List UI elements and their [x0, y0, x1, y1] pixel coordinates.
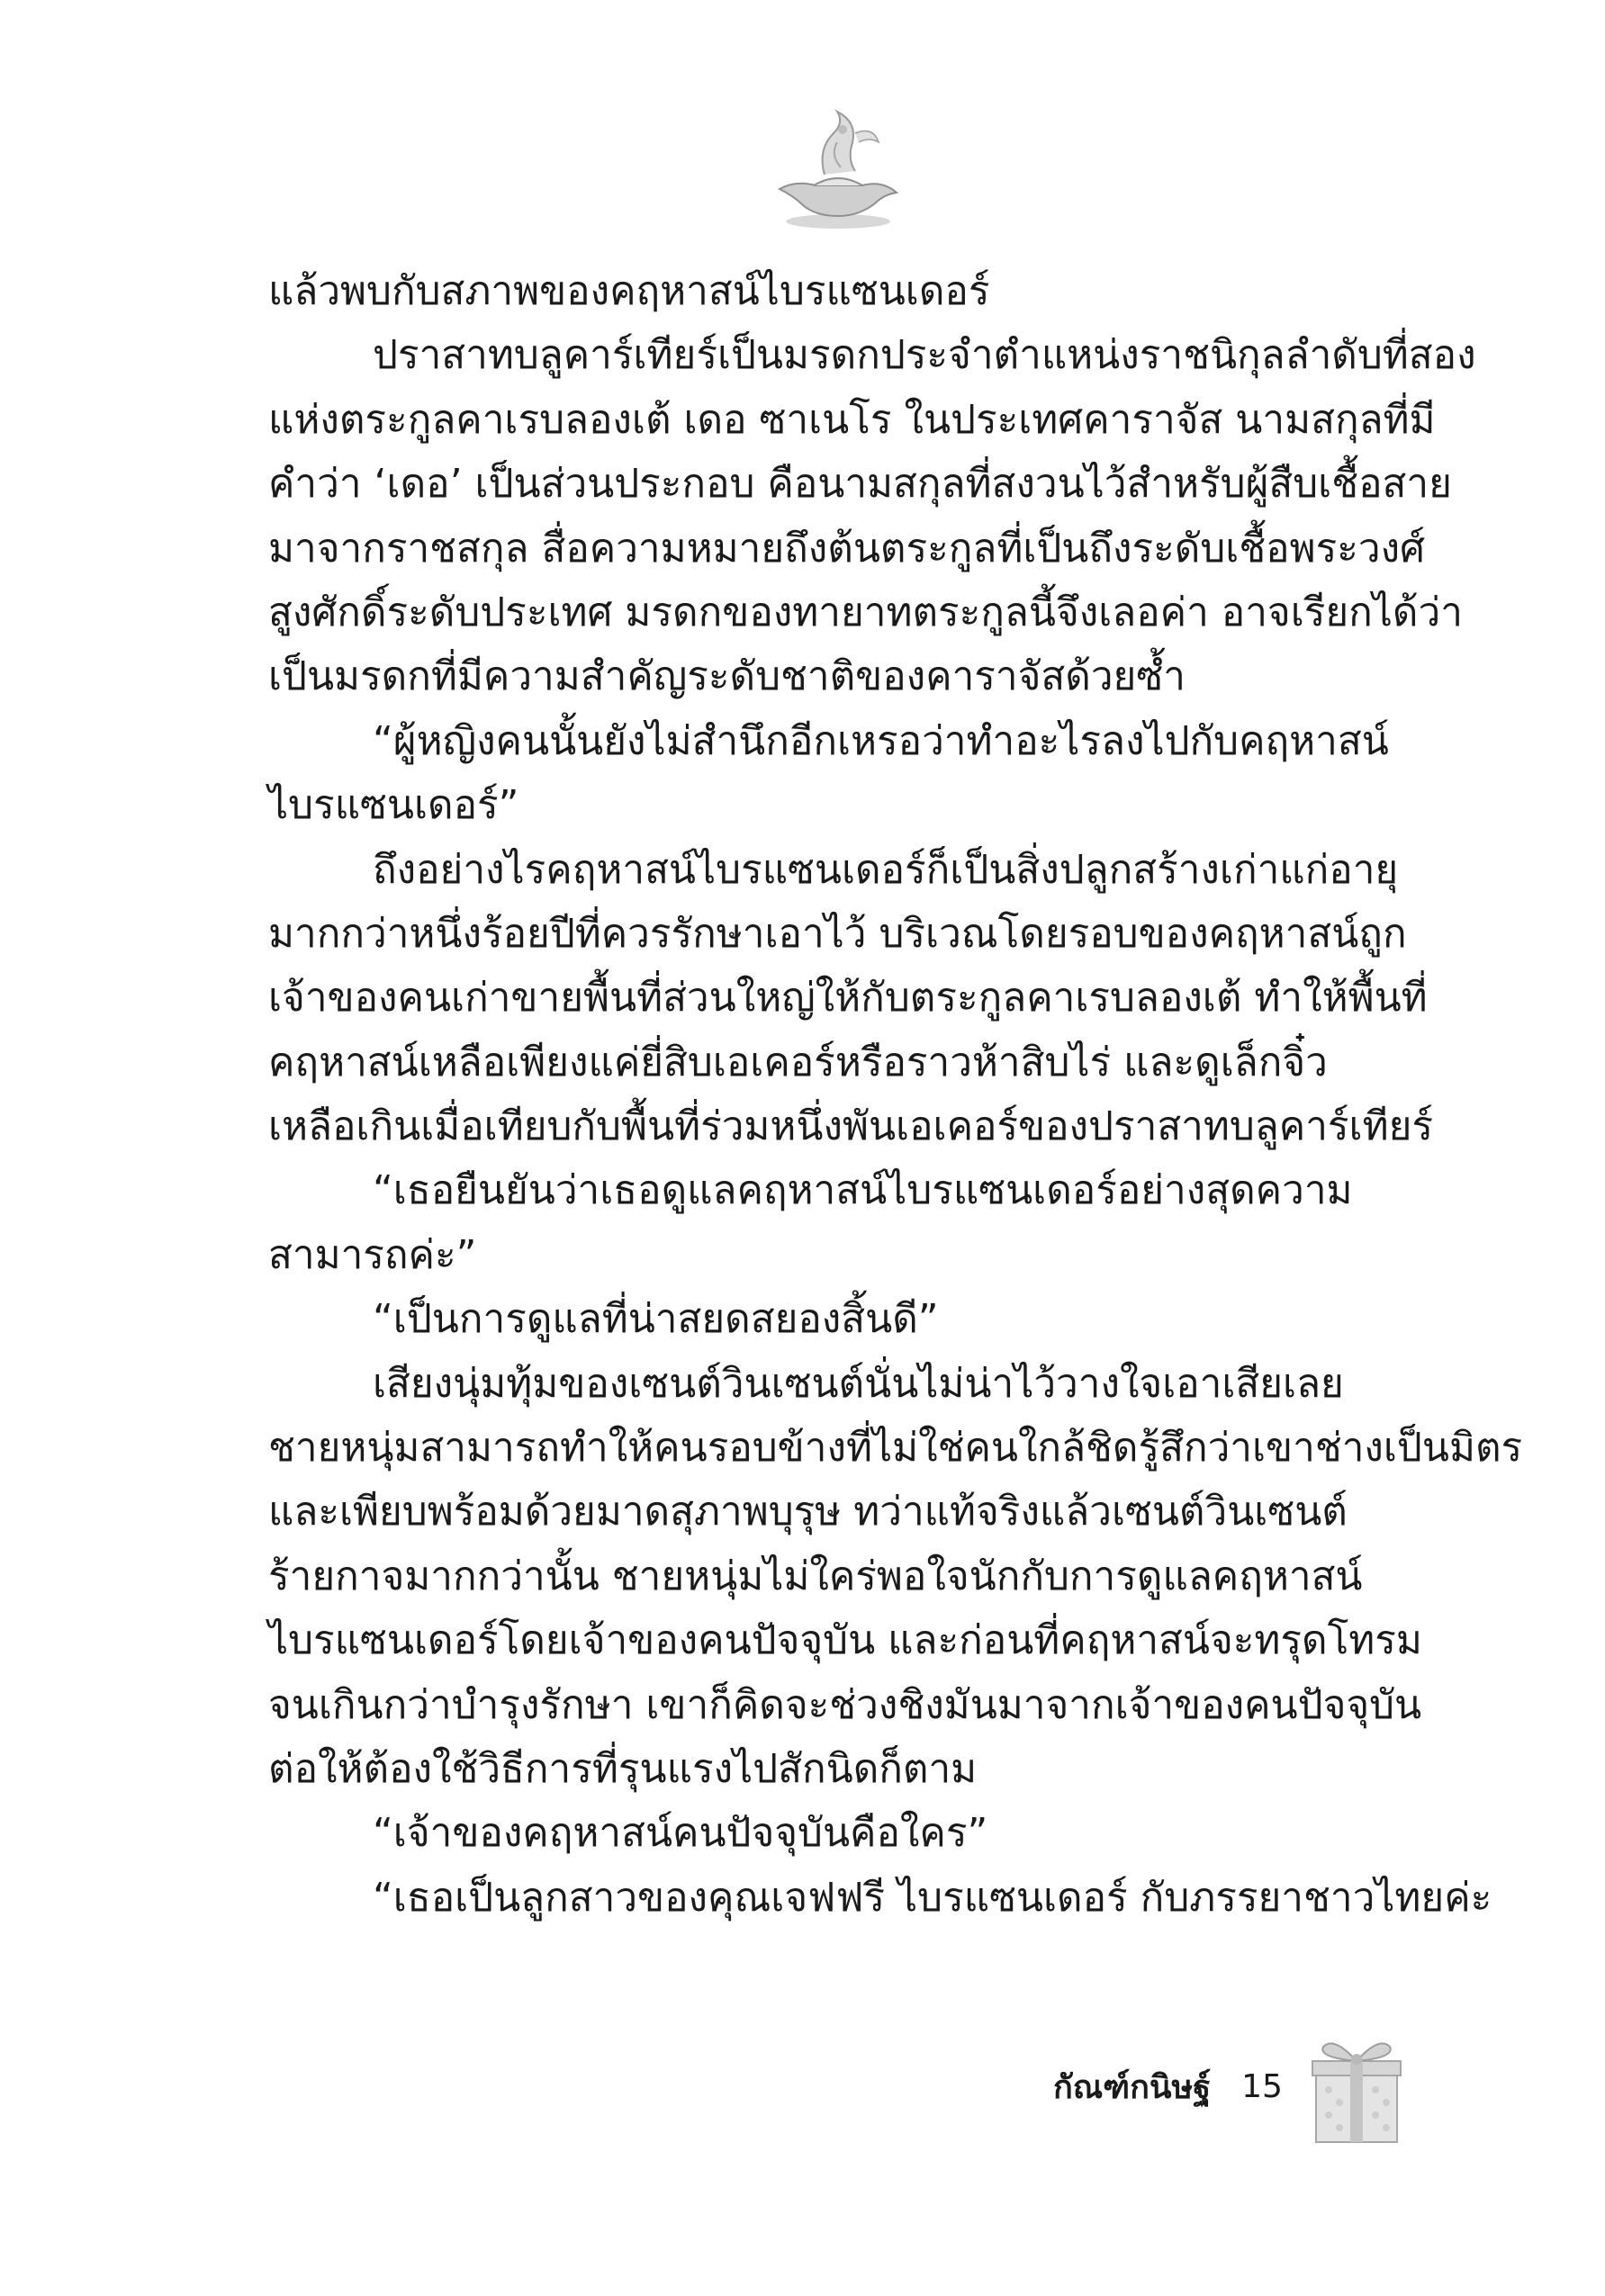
- gift-box-icon: [1307, 2030, 1406, 2146]
- book-title: กัณฑ์กนิษฐ์: [1053, 2068, 1212, 2106]
- text-line: ต่อให้ต้องใช้วิธีการที่รุนแรงไปสักนิดก็ตาม: [268, 1745, 978, 1792]
- text-line: คฤหาสน์เหลือเพียงแค่ยี่สิบเอเคอร์หรือราวห้าสิบไร่ และดูเล็กจิ๋ว: [268, 1039, 1328, 1085]
- text-line: ถึงอย่างไรคฤหาสน์ไบรแซนเดอร์ก็เป็นสิ่งปลูกสร้างเก่าแก่อายุ: [373, 846, 1399, 893]
- text-line: มากกว่าหนึ่งร้อยปีที่ควรรักษาเอาไว้ บริเวณโดยรอบของคฤหาสน์ถูก: [268, 910, 1407, 957]
- text-line: สูงศักดิ์ระดับประเทศ มรดกของทายาทตระกูลนี้จึงเลอค่า อาจเรียกได้ว่า: [268, 589, 1463, 635]
- text-line: คำว่า ‘เดอ’ เป็นส่วนประกอบ คือนามสกุลที่สงวนไว้สำหรับผู้สืบเชื้อสาย: [268, 461, 1452, 508]
- text-line: ไบรแซนเดอร์โดยเจ้าของคนปัจจุบัน และก่อนที่คฤหาสน์จะทรุดโทรม: [268, 1617, 1422, 1664]
- text-line: “เธอยืนยันว่าเธอดูแลคฤหาสน์ไบรแซนเดอร์อย่างสุดความ: [373, 1167, 1353, 1214]
- text-line: เหลือเกินเมื่อเทียบกับพื้นที่ร่วมหนึ่งพันเอเคอร์ของปราสาทบลูคาร์เทียร์: [268, 1103, 1434, 1150]
- text-line: “เป็นการดูแลที่น่าสยดสยองสิ้นดี”: [373, 1296, 939, 1343]
- page-footer: [1053, 2059, 1283, 2113]
- text-line: สามารถค่ะ”: [268, 1231, 477, 1278]
- text-line: และเพียบพร้อมด้วยมาดสุภาพบุรุษ ทว่าแท้จริงแล้วเซนต์วินเซนต์: [268, 1489, 1348, 1535]
- text-line: แห่งตระกูลคาเรบลองเต้ เดอ ซาเนโร ในประเทศคาราจัส นามสกุลที่มี: [268, 396, 1436, 443]
- text-line: แล้วพบกับสภาพของคฤหาสน์ไบรแซนเดอร์: [268, 268, 990, 314]
- page-number: 15: [1241, 2067, 1283, 2105]
- text-line: เป็นมรดกที่มีความสำคัญระดับชาติของคาราจัสด้วยซ้ำ: [268, 653, 1186, 700]
- text-line: มาจากราชสกุล สื่อความหมายถึงต้นตระกูลที่เป็นถึงระดับเชื้อพระวงศ์: [268, 525, 1426, 572]
- text-line: “เจ้าของคฤหาสน์คนปัจจุบันคือใคร”: [373, 1810, 988, 1857]
- text-line: จนเกินกว่าบำรุงรักษา เขาก็คิดจะช่วงชิงมันมาจากเจ้าของคนปัจจุบัน: [268, 1681, 1422, 1728]
- text-line: เสียงนุ่มทุ้มของเซนต์วินเซนต์นั่นไม่น่าไว้วางใจเอาเสียเลย: [373, 1360, 1344, 1407]
- text-line: ปราสาทบลูคาร์เทียร์เป็นมรดกประจำตำแหน่งราชนิกุลลำดับที่สอง: [373, 332, 1476, 379]
- text-line: “ผู้หญิงคนนั้นยังไม่สำนึกอีกเหรอว่าทำอะไรลงไปกับคฤหาสน์: [373, 717, 1389, 764]
- text-line: เจ้าของคนเก่าขายพื้นที่ส่วนใหญ่ให้กับตระกูลคาเรบลองเต้ ทำให้พื้นที่: [268, 975, 1428, 1022]
- magic-lamp-icon: [762, 106, 915, 232]
- text-line: ชายหนุ่มสามารถทำให้คนรอบข้างที่ไม่ใช่คนใกล้ชิดรู้สึกว่าเขาช่างเป็นมิตร: [268, 1425, 1523, 1472]
- text-line: ร้ายกาจมากกว่านั้น ชายหนุ่มไม่ใคร่พอใจนักกับการดูแลคฤหาสน์: [268, 1553, 1363, 1599]
- text-line: “เธอเป็นลูกสาวของคุณเจฟฟรี ไบรแซนเดอร์ กับภรรยาชาวไทยค่ะ: [373, 1874, 1492, 1921]
- text-line: ไบรแซนเดอร์”: [268, 782, 519, 829]
- body-text: [268, 259, 1523, 1930]
